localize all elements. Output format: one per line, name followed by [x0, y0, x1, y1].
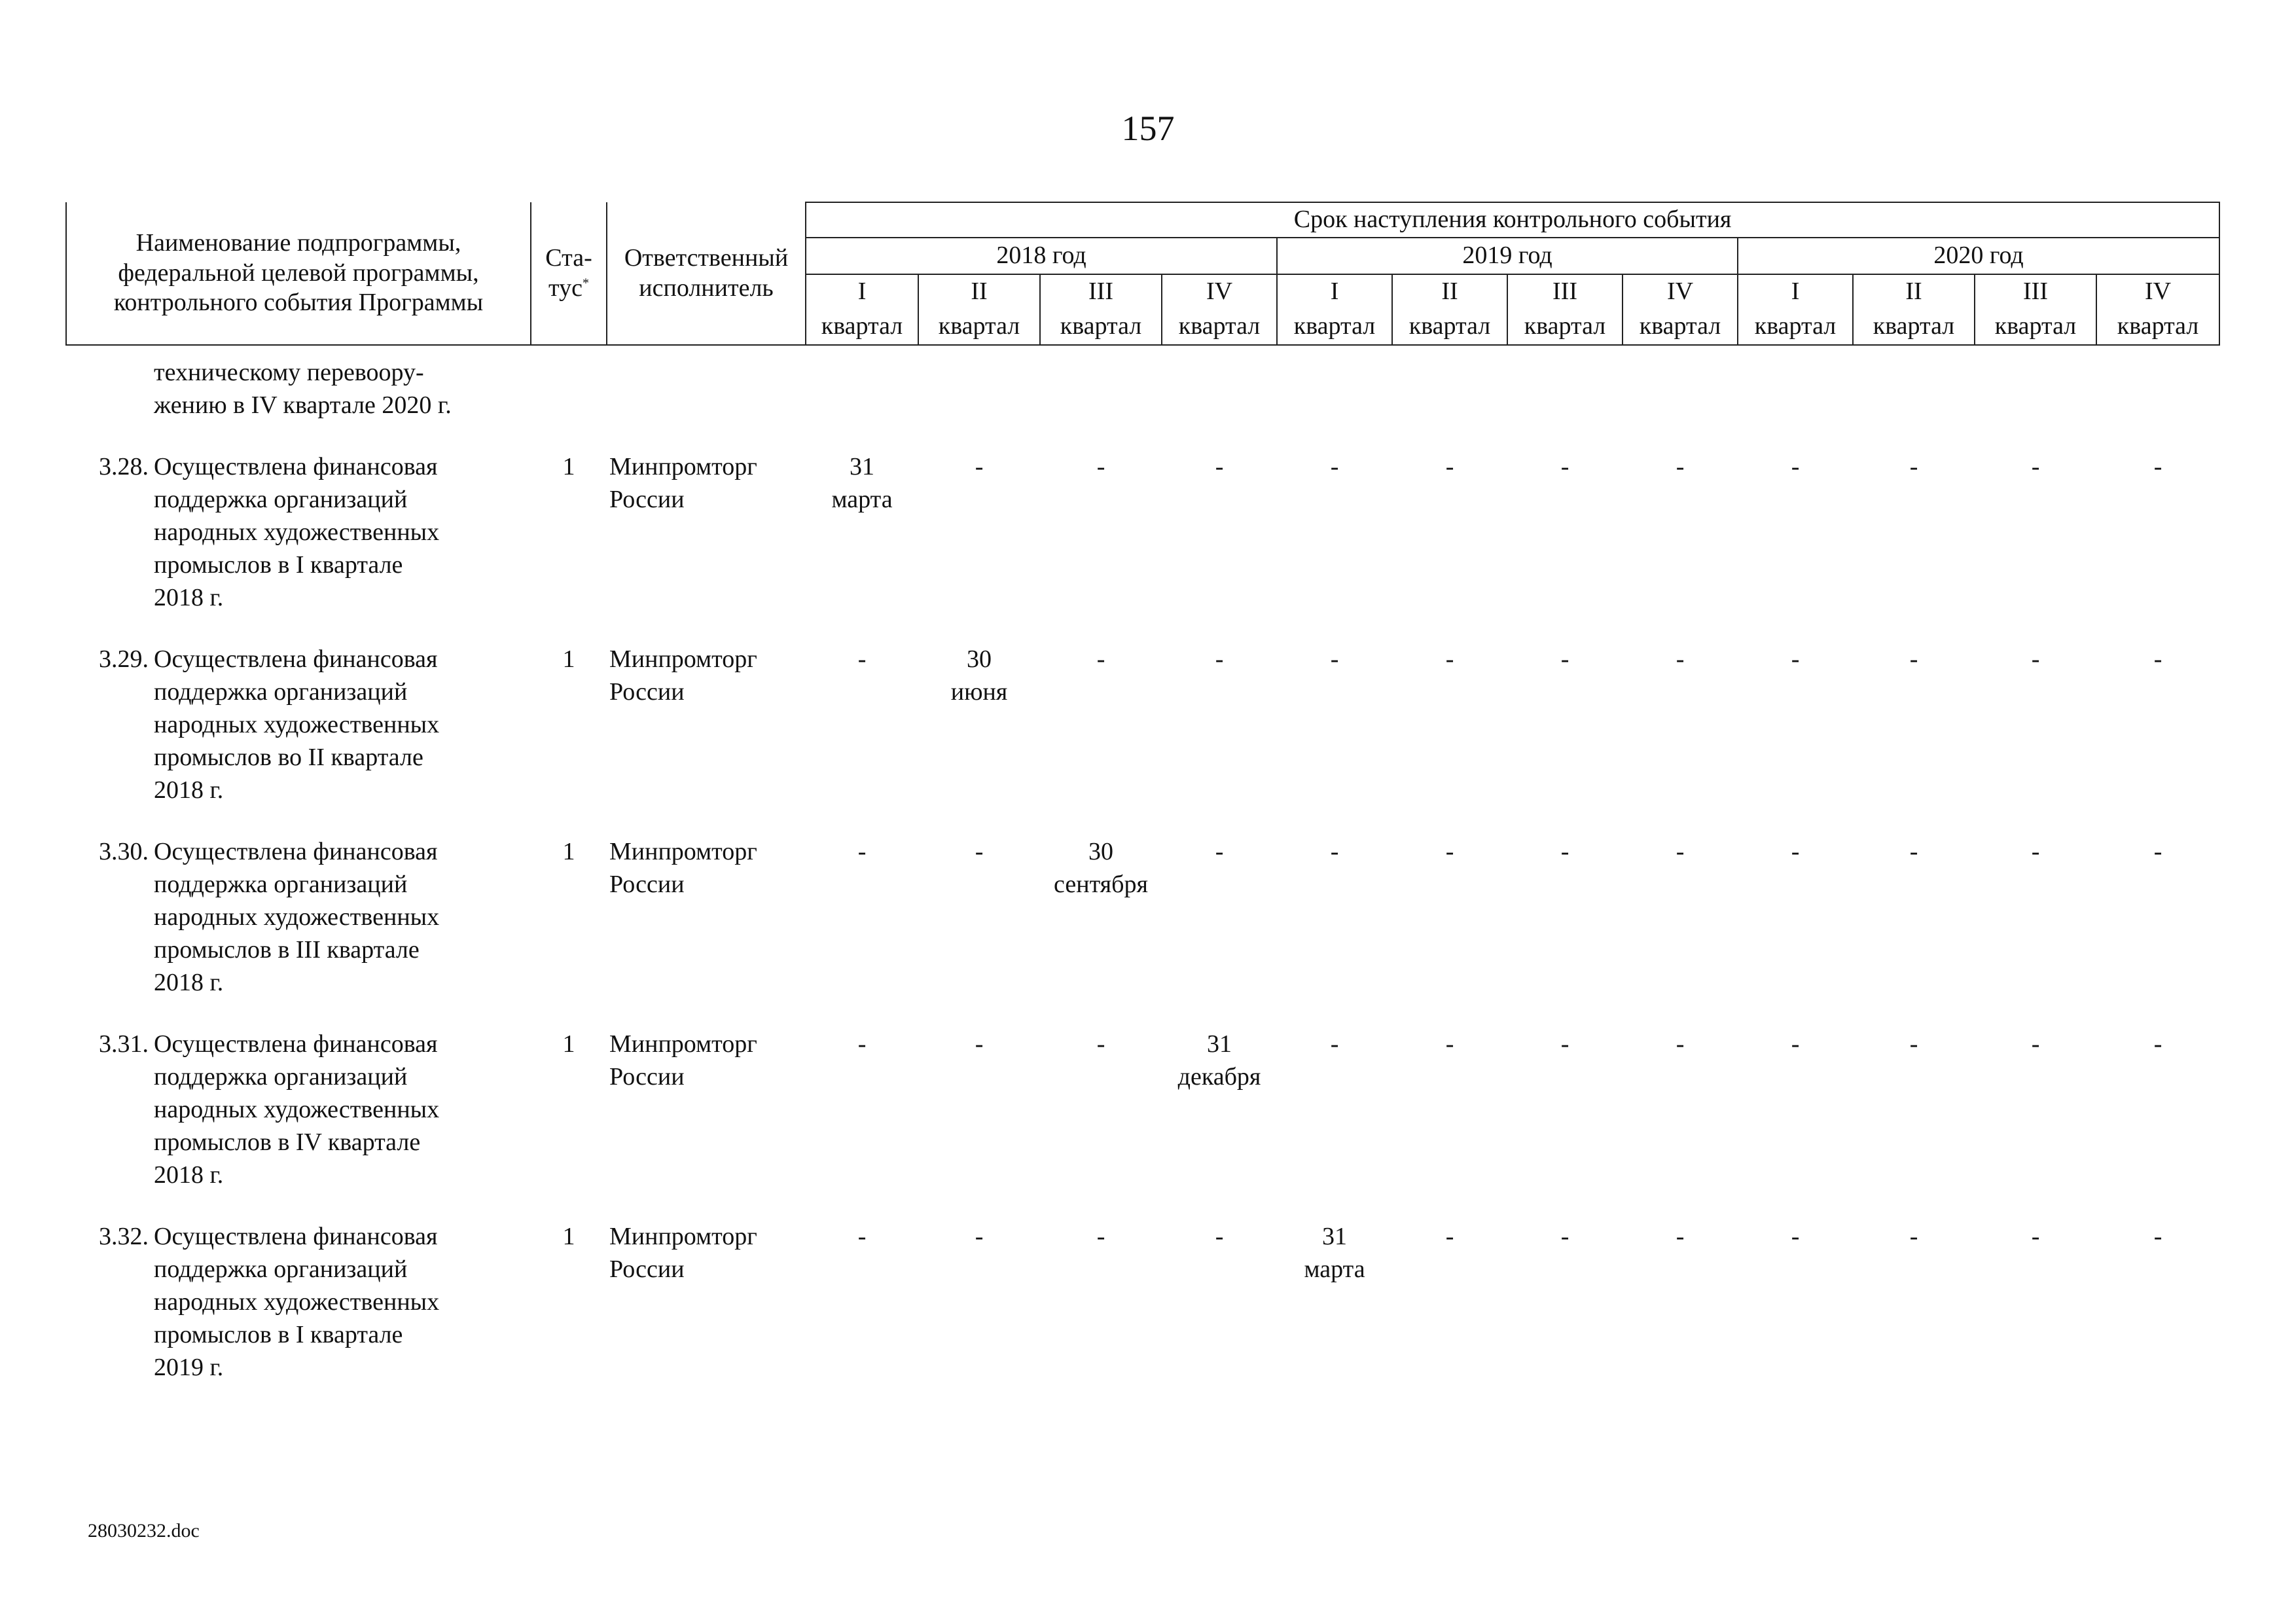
table-row: [66, 450, 2219, 614]
header-quarter-number: I: [1277, 274, 1392, 309]
quarter-cell: -: [1330, 838, 1339, 865]
event-name: Осуществлена финансовая поддержка организаций народных художественных промыслов в I квартале 2019 г.: [154, 1223, 440, 1381]
quarter-cell: -: [1215, 645, 1224, 673]
header-deadline: Срок наступления контрольного события: [806, 202, 2219, 238]
status-cell: 1: [562, 1030, 575, 1058]
quarter-cell: -: [2031, 453, 2040, 480]
header-quarter-number: II: [1392, 274, 1507, 309]
quarter-cell: -: [975, 453, 984, 480]
quarter-cell: -: [1791, 1030, 1800, 1058]
header-quarter-number: III: [1975, 274, 2096, 309]
executor-cell: Минпромторг России: [609, 453, 757, 513]
row-spacer: [66, 614, 2219, 643]
header-quarter-number: I: [806, 274, 918, 309]
quarter-cell: -: [1909, 1223, 1918, 1250]
file-name-footer: 28030232.doc: [88, 1520, 200, 1542]
quarter-cell: 31 марта: [831, 453, 893, 513]
header-quarter-word: квартал: [1277, 309, 1392, 345]
header-quarter-number: II: [1853, 274, 1975, 309]
table-row: [66, 1028, 2219, 1191]
quarter-cell: -: [1791, 838, 1800, 865]
quarter-cell: -: [2031, 645, 2040, 673]
header-executor-column: Ответственный исполнитель: [607, 202, 806, 345]
status-cell: 1: [562, 1223, 575, 1250]
quarter-cell: -: [1676, 453, 1685, 480]
quarter-cell: -: [1791, 645, 1800, 673]
quarter-cell: -: [1676, 1223, 1685, 1250]
quarter-cell: -: [1445, 645, 1454, 673]
quarter-cell: -: [1791, 1223, 1800, 1250]
quarter-cell: -: [2153, 1223, 2162, 1250]
quarter-cell: -: [1791, 453, 1800, 480]
executor-cell: Минпромторг России: [609, 645, 757, 706]
header-quarter-word: квартал: [1507, 309, 1623, 345]
header-quarter-number: II: [918, 274, 1040, 309]
quarter-cell: -: [1215, 1223, 1224, 1250]
header-name-column: Наименование подпрограммы, федеральной целевой программы, контрольного события Программы: [66, 202, 531, 345]
header-quarter-word: квартал: [1162, 309, 1277, 345]
continuation-row: [66, 345, 2219, 422]
header-quarter-word: квартал: [2096, 309, 2219, 345]
header-quarter-word: квартал: [1975, 309, 2096, 345]
table-row: [66, 835, 2219, 999]
quarter-cell: -: [1445, 453, 1454, 480]
event-name: Осуществлена финансовая поддержка организаций народных художественных промыслов в I квартале 2018 г.: [154, 453, 440, 611]
quarter-cell: -: [1096, 453, 1105, 480]
quarter-cell: -: [857, 1030, 867, 1058]
executor-cell: Минпромторг России: [609, 1030, 757, 1091]
header-status-bottom: тус: [548, 274, 583, 302]
quarter-cell: -: [1676, 838, 1685, 865]
quarter-cell: -: [2153, 1030, 2162, 1058]
header-status-mark: *: [583, 275, 589, 290]
header-quarter-word: квартал: [806, 309, 918, 345]
page-number: 157: [1121, 109, 1175, 148]
status-cell: 1: [562, 453, 575, 480]
status-cell: 1: [562, 838, 575, 865]
quarter-cell: -: [857, 838, 867, 865]
continuation-text: техническому перевоору- жению в IV квартале 2020 г.: [154, 359, 452, 419]
quarter-cell: -: [1330, 645, 1339, 673]
header-quarter-number: IV: [2096, 274, 2219, 309]
header-quarter-word: квартал: [1738, 309, 1853, 345]
table-header: [66, 202, 2219, 345]
quarter-cell: -: [857, 1223, 867, 1250]
row-spacer: [66, 806, 2219, 835]
quarter-cell: -: [1330, 1030, 1339, 1058]
quarter-cell: -: [1215, 838, 1224, 865]
row-spacer: [66, 1191, 2219, 1220]
event-name: Осуществлена финансовая поддержка организаций народных художественных промыслов в IV квартале 2018 г.: [154, 1030, 440, 1189]
quarter-cell: -: [1560, 1030, 1570, 1058]
quarter-cell: -: [1330, 453, 1339, 480]
row-number: 3.29.: [99, 645, 149, 673]
quarter-cell: -: [1096, 1223, 1105, 1250]
header-quarter-number: IV: [1162, 274, 1277, 309]
header-quarter-word: квартал: [1392, 309, 1507, 345]
quarter-cell: 31 декабря: [1177, 1030, 1261, 1091]
quarter-cell: -: [1215, 453, 1224, 480]
header-year: 2018 год: [806, 238, 1277, 274]
quarter-cell: -: [1560, 1223, 1570, 1250]
quarter-cell: -: [975, 838, 984, 865]
quarter-cell: -: [1445, 838, 1454, 865]
header-quarter-number: I: [1738, 274, 1853, 309]
quarter-cell: -: [1445, 1223, 1454, 1250]
header-status-top: Ста-: [545, 244, 592, 272]
row-spacer: [66, 422, 2219, 450]
header-quarter-number: IV: [1623, 274, 1738, 309]
row-number: 3.30.: [99, 838, 149, 865]
quarter-cell: -: [1560, 645, 1570, 673]
header-year: 2019 год: [1277, 238, 1738, 274]
event-name: Осуществлена финансовая поддержка организаций народных художественных промыслов в III квартале 2018 г.: [154, 838, 440, 996]
header-quarter-word: квартал: [1623, 309, 1738, 345]
quarter-cell: -: [1096, 1030, 1105, 1058]
executor-cell: Минпромторг России: [609, 838, 757, 898]
quarter-cell: -: [1676, 645, 1685, 673]
header-quarter-number: III: [1040, 274, 1162, 309]
quarter-cell: 30 сентября: [1054, 838, 1148, 898]
quarter-cell: -: [1445, 1030, 1454, 1058]
header-quarter-word: квартал: [918, 309, 1040, 345]
row-spacer: [66, 999, 2219, 1028]
quarter-cell: -: [857, 645, 867, 673]
quarter-cell: -: [1676, 1030, 1685, 1058]
table-row: [66, 643, 2219, 806]
row-number: 3.32.: [99, 1223, 149, 1250]
event-name: Осуществлена финансовая поддержка организаций народных художественных промыслов во II квартале 2018 г.: [154, 645, 440, 804]
executor-cell: Минпромторг России: [609, 1223, 757, 1283]
quarter-cell: 31 марта: [1304, 1223, 1365, 1283]
table-row: [66, 1220, 2219, 1384]
header-quarter-word: квартал: [1853, 309, 1975, 345]
quarter-cell: -: [1560, 838, 1570, 865]
quarter-cell: 30 июня: [950, 645, 1008, 706]
quarter-cell: -: [2153, 838, 2162, 865]
quarter-cell: -: [2153, 645, 2162, 673]
quarter-cell: -: [2031, 1030, 2040, 1058]
control-events-table: [65, 202, 2220, 1384]
quarter-cell: -: [1909, 838, 1918, 865]
row-number: 3.28.: [99, 453, 149, 480]
status-cell: 1: [562, 645, 575, 673]
quarter-cell: -: [2031, 838, 2040, 865]
quarter-cell: -: [1096, 645, 1105, 673]
quarter-cell: -: [2031, 1223, 2040, 1250]
quarter-cell: -: [1560, 453, 1570, 480]
header-quarter-number: III: [1507, 274, 1623, 309]
quarter-cell: -: [2153, 453, 2162, 480]
table-body: [66, 345, 2219, 1384]
quarter-cell: -: [975, 1030, 984, 1058]
header-year: 2020 год: [1738, 238, 2219, 274]
quarter-cell: -: [1909, 453, 1918, 480]
row-number: 3.31.: [99, 1030, 149, 1058]
quarter-cell: -: [1909, 1030, 1918, 1058]
quarter-cell: -: [975, 1223, 984, 1250]
header-quarter-word: квартал: [1040, 309, 1162, 345]
quarter-cell: -: [1909, 645, 1918, 673]
header-status-column: [531, 202, 607, 345]
